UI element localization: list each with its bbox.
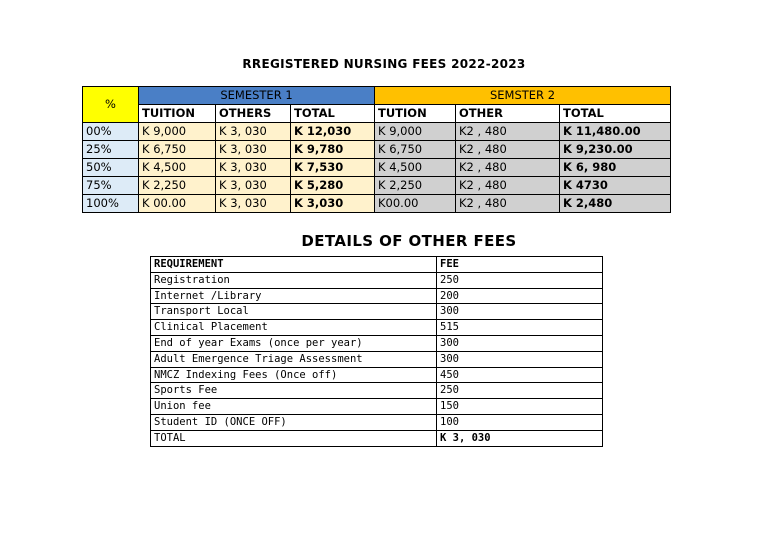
requirement-cell: Internet /Library — [151, 288, 437, 304]
s2-tuition-cell: K00.00 — [375, 195, 456, 213]
fee-cell: 200 — [437, 288, 603, 304]
requirement-cell: Transport Local — [151, 304, 437, 320]
s2-total-cell: K 4730 — [560, 177, 671, 195]
requirement-cell: NMCZ Indexing Fees (Once off) — [151, 367, 437, 383]
requirement-cell: End of year Exams (once per year) — [151, 335, 437, 351]
s1-tuition-cell: K 6,750 — [139, 141, 216, 159]
fee-cell: 300 — [437, 304, 603, 320]
s2-other-cell: K2 , 480 — [456, 195, 560, 213]
s2-total-cell: K 11,480.00 — [560, 123, 671, 141]
table-row — [151, 351, 603, 367]
s1-others-cell: K 3, 030 — [216, 123, 291, 141]
table-row — [151, 335, 603, 351]
percent-cell: 100% — [83, 195, 139, 213]
percent-cell: 25% — [83, 141, 139, 159]
column-header: TOTAL — [291, 105, 375, 123]
s1-others-cell: K 3, 030 — [216, 159, 291, 177]
fee-cell: 300 — [437, 335, 603, 351]
s2-other-cell: K2 , 480 — [456, 141, 560, 159]
table-row — [151, 399, 603, 415]
s2-tuition-cell: K 2,250 — [375, 177, 456, 195]
semester-header-row — [83, 87, 671, 105]
column-header: OTHER — [456, 105, 560, 123]
s1-others-cell: K 3, 030 — [216, 195, 291, 213]
total-row — [151, 430, 603, 446]
s1-others-cell: K 3, 030 — [216, 177, 291, 195]
percent-cell: 00% — [83, 123, 139, 141]
table-row — [83, 123, 671, 141]
table-row — [151, 288, 603, 304]
requirement-cell: Union fee — [151, 399, 437, 415]
requirement-header: REQUIREMENT — [151, 257, 437, 273]
requirement-cell: Adult Emergence Triage Assessment — [151, 351, 437, 367]
s2-other-cell: K2 , 480 — [456, 123, 560, 141]
table-row — [151, 383, 603, 399]
s1-total-cell: K 3,030 — [291, 195, 375, 213]
other-fees-title: DETAILS OF OTHER FEES — [301, 232, 517, 250]
fee-cell: 300 — [437, 351, 603, 367]
percent-cell: 50% — [83, 159, 139, 177]
table-row — [151, 367, 603, 383]
s1-total-cell: K 7,530 — [291, 159, 375, 177]
table-row — [151, 320, 603, 336]
semester1-header: SEMESTER 1 — [139, 87, 375, 105]
table-row — [83, 195, 671, 213]
table-row — [83, 141, 671, 159]
s2-tuition-cell: K 9,000 — [375, 123, 456, 141]
fee-cell: 515 — [437, 320, 603, 336]
nursing-fees-table — [82, 86, 671, 213]
s1-tuition-cell: K 00.00 — [139, 195, 216, 213]
table-row — [151, 414, 603, 430]
s1-total-cell: K 5,280 — [291, 177, 375, 195]
document-title: RREGISTERED NURSING FEES 2022-2023 — [242, 57, 526, 71]
table-row — [83, 159, 671, 177]
fee-cell: 450 — [437, 367, 603, 383]
table-row — [83, 177, 671, 195]
column-header: TUTION — [375, 105, 456, 123]
other-fees-table — [150, 256, 603, 447]
column-header: TOTAL — [560, 105, 671, 123]
s1-tuition-cell: K 9,000 — [139, 123, 216, 141]
requirement-cell: Registration — [151, 272, 437, 288]
requirement-cell: Sports Fee — [151, 383, 437, 399]
s2-total-cell: K 6, 980 — [560, 159, 671, 177]
fee-cell: 150 — [437, 399, 603, 415]
s2-total-cell: K 9,230.00 — [560, 141, 671, 159]
s1-tuition-cell: K 2,250 — [139, 177, 216, 195]
requirement-cell: Student ID (ONCE OFF) — [151, 414, 437, 430]
s2-tuition-cell: K 6,750 — [375, 141, 456, 159]
table-row — [151, 304, 603, 320]
requirement-cell: Clinical Placement — [151, 320, 437, 336]
s2-other-cell: K2 , 480 — [456, 177, 560, 195]
fee-cell: 250 — [437, 383, 603, 399]
s2-total-cell: K 2,480 — [560, 195, 671, 213]
other-fees-header-row — [151, 257, 603, 273]
percent-header: % — [83, 87, 139, 123]
table-row — [151, 272, 603, 288]
fee-cell: 100 — [437, 414, 603, 430]
column-header: OTHERS — [216, 105, 291, 123]
total-fee: K 3, 030 — [437, 430, 603, 446]
semester2-header: SEMSTER 2 — [375, 87, 671, 105]
percent-cell: 75% — [83, 177, 139, 195]
fee-header: FEE — [437, 257, 603, 273]
s1-others-cell: K 3, 030 — [216, 141, 291, 159]
total-label: TOTAL — [151, 430, 437, 446]
s1-total-cell: K 9,780 — [291, 141, 375, 159]
s1-total-cell: K 12,030 — [291, 123, 375, 141]
s2-other-cell: K2 , 480 — [456, 159, 560, 177]
s2-tuition-cell: K 4,500 — [375, 159, 456, 177]
column-header: TUITION — [139, 105, 216, 123]
fee-cell: 250 — [437, 272, 603, 288]
column-header-row — [83, 105, 671, 123]
s1-tuition-cell: K 4,500 — [139, 159, 216, 177]
